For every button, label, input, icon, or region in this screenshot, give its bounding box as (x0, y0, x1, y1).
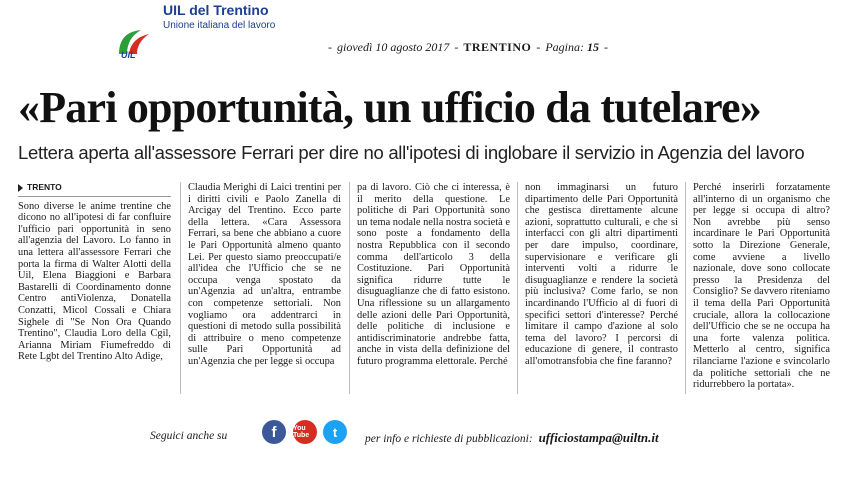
article-column-5 (693, 182, 830, 398)
kicker-arrow-icon (18, 184, 23, 192)
article-column-3 (357, 182, 510, 398)
column-divider (180, 182, 181, 394)
column-text: Claudia Merighi di Laici trentini per i diritti civili e Paolo Zanella di Arcigay del Trentino. Ecco parte della lettera. «Cara Assessora Ferrari, sa bene che abbiano a cuore le Pari Opportunità almeno quanto Lei. Per questo siamo preoccupati/e all'idea che l'Ufficio che se ne occupa venga spostato da un'Agenzia ad un'altra, entrambe con competenze settoriali. Non vogliamo ora addentrarci in questioni di metodo sulla possibilità di attribuire o meno competenze sulle Pari Opportunità ad un'Agenzia che per legge si occupa (188, 182, 341, 367)
kicker (18, 182, 171, 197)
page-number: 15 (587, 40, 600, 54)
uil-logo (115, 24, 155, 60)
article-headline: «Pari opportunità, un ufficio da tutelare» (18, 83, 761, 132)
column-text: Sono diverse le anime trentine che dicono no all'ipotesi di far confluire l'ufficio pari opportunità in seno all'agenzia del Lavoro. Lo fanno in una lettera all'assessore Ferrari che porta la firma di Walter Alotti della Uil, Elena Biaggioni e Barbara Bastarelli di Coordinamento donne Centro antiViolenza, Donatella Conzatti, Micol Cossali e Chiara Sighele di "Se Non Ora Quando Trentino", Claudia Loro della Cgil, Arianna Miriam Fiumefreddo di Rete Lgbt del Trentino Alto Adige, (18, 200, 171, 363)
column-divider (349, 182, 350, 394)
column-divider (685, 182, 686, 394)
info-text: per info e richieste di pubblicazioni: (365, 433, 533, 445)
org-name: UIL del Trentino (163, 2, 269, 18)
article-subheadline: Lettera aperta all'assessore Ferrari per dire no all'ipotesi di inglobare il servizio in Agenzia del lavoro (18, 142, 805, 163)
kicker-label: TRENTO (27, 182, 62, 192)
column-text: Perché inserirli forzatamente all'interno di un organismo che per legge si occupa di altro? Non avrebbe più senso incardinare le Pari Opportunità sotto la Direzione Generale, come avviene a livello nazionale, dove sono collocate presso la Presidenza del Consiglio? Se davvero riteniamo il tema della Pari Opportunità cruciale, allora la collocazione dell'Ufficio che se ne occupa ha una forte valenza politica. Metterlo al centro, significa rilanciarne l'azione e svincolarlo da politiche settoriali che ne ridurrebbero la portata». (693, 182, 830, 391)
article-column-1 (18, 182, 171, 398)
contact-email-link[interactable]: ufficiostampa@uiltn.it (538, 430, 659, 445)
column-text: pa di lavoro. Ciò che ci interessa, è il merito della questione. Le politiche di Pari Opportunità sono un tema nodale nella nostra società e sono poste a fondamento della nostra Repubblica con il secondo comma dell'articolo 3 della Costituzione. Pari Opportunità significa ridurre tutte le disuguaglianze che di fatto esistono. Una riflessione su un allargamento delle azioni delle Pari Opportunità, delle politiche di inclusione e antidiscriminatorie andrebbe fatta, anche in vista della definizione del futuro programma elettorale. Perché (357, 182, 510, 367)
column-text: non immaginarsi un futuro dipartimento delle Pari Opportunità che gestisca direttamente alcune azioni, soprattutto culturali, e che si interfacci con gli altri dipartimenti per dare impulso, coordinare, supervisionare e verificare gli interventi volti a ridurre le disuguaglianze e rendere la società più inclusiva? Come farlo, se non incardinando l'Ufficio al di fuori di specifici settori d'interesse? Perché limitare il campo d'azione al solo tema del lavoro? I percorsi di educazione di genere, il contrasto all'omotransfobia che fine faranno? (525, 182, 678, 367)
facebook-icon[interactable]: f (262, 420, 286, 444)
twitter-icon[interactable]: t (323, 420, 347, 444)
publication-date: giovedì 10 agosto 2017 (337, 40, 450, 54)
youtube-icon[interactable]: You Tube (293, 420, 317, 444)
info-line (365, 430, 659, 446)
page-header (0, 0, 847, 62)
column-divider (517, 182, 518, 394)
org-subtitle: Unione italiana del lavoro (163, 20, 276, 31)
logo-text: UIL (121, 50, 136, 60)
article-body (18, 182, 830, 402)
newspaper-name: TRENTINO (463, 40, 532, 54)
article-column-2 (188, 182, 341, 398)
page-footer (0, 412, 847, 452)
follow-text: Seguici anche su (150, 430, 228, 442)
page-label: Pagina: (545, 40, 585, 54)
article-column-4 (525, 182, 678, 398)
publication-meta: - giovedì 10 agosto 2017 - TRENTINO - Pagina: 15 - (328, 40, 609, 54)
